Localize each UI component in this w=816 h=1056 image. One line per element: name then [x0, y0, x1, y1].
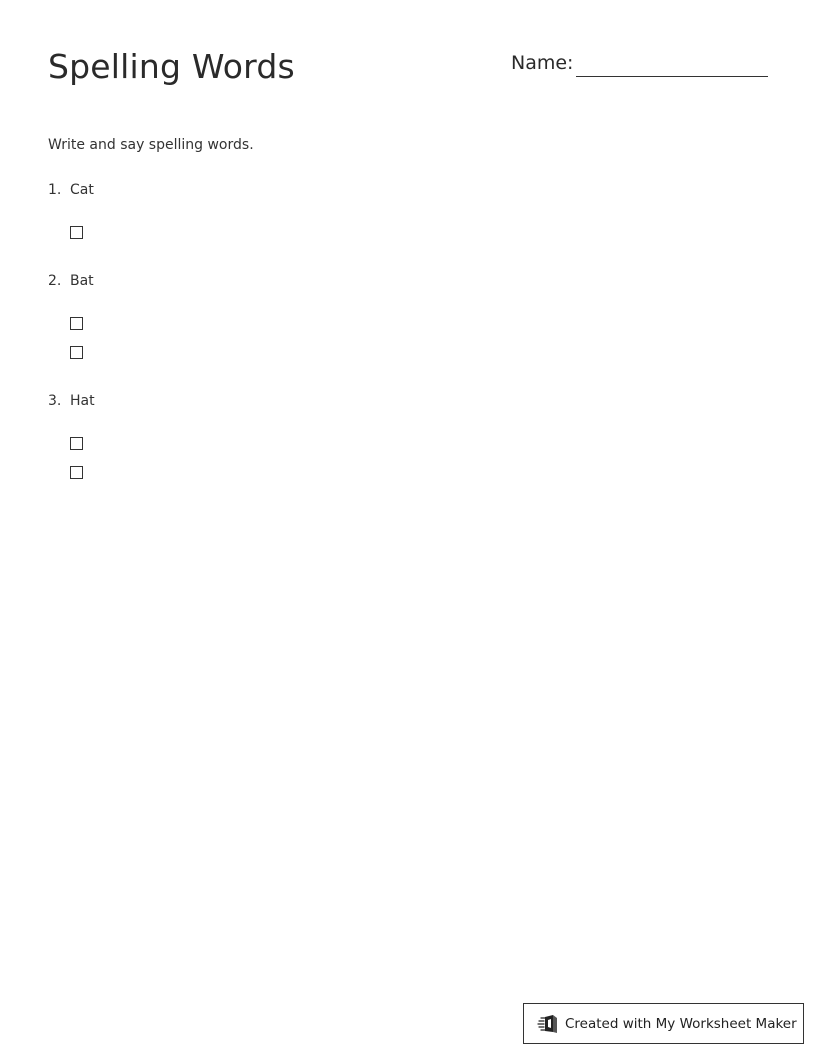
practice-checkbox[interactable]: [70, 466, 83, 479]
name-input-line[interactable]: [576, 76, 768, 77]
footer-badge-text: Created with My Worksheet Maker: [565, 1015, 797, 1032]
practice-checkbox-group: [48, 218, 768, 247]
worksheet-maker-logo-icon: [537, 1013, 559, 1035]
practice-checkbox[interactable]: [70, 437, 83, 450]
spelling-word: Bat: [70, 273, 94, 289]
spelling-word-heading: [48, 271, 768, 291]
spelling-word-item-2: [48, 271, 768, 367]
practice-checkbox-group: [48, 429, 768, 487]
spelling-word-item-3: [48, 391, 768, 487]
word-number: 1.: [48, 182, 62, 198]
name-field-block: [511, 50, 769, 80]
spelling-word: Cat: [70, 182, 94, 198]
checkbox-row: [70, 218, 768, 247]
name-label: Name:: [511, 52, 574, 74]
spelling-word-heading: [48, 391, 768, 411]
word-number: 2.: [48, 273, 62, 289]
checkbox-row: [70, 309, 768, 338]
checkbox-row: [70, 338, 768, 367]
practice-checkbox[interactable]: [70, 346, 83, 359]
practice-checkbox[interactable]: [70, 226, 83, 239]
spelling-word-item-1: [48, 180, 768, 247]
checkbox-row: [70, 429, 768, 458]
word-number: 3.: [48, 393, 62, 409]
practice-checkbox[interactable]: [70, 317, 83, 330]
page-title: Spelling Words: [48, 47, 295, 86]
practice-checkbox-group: [48, 309, 768, 367]
created-with-badge[interactable]: [523, 1003, 804, 1044]
checkbox-row: [70, 458, 768, 487]
spelling-word: Hat: [70, 393, 95, 409]
spelling-word-heading: [48, 180, 768, 200]
spelling-word-list: [48, 180, 768, 511]
instructions-text: Write and say spelling words.: [48, 137, 254, 153]
